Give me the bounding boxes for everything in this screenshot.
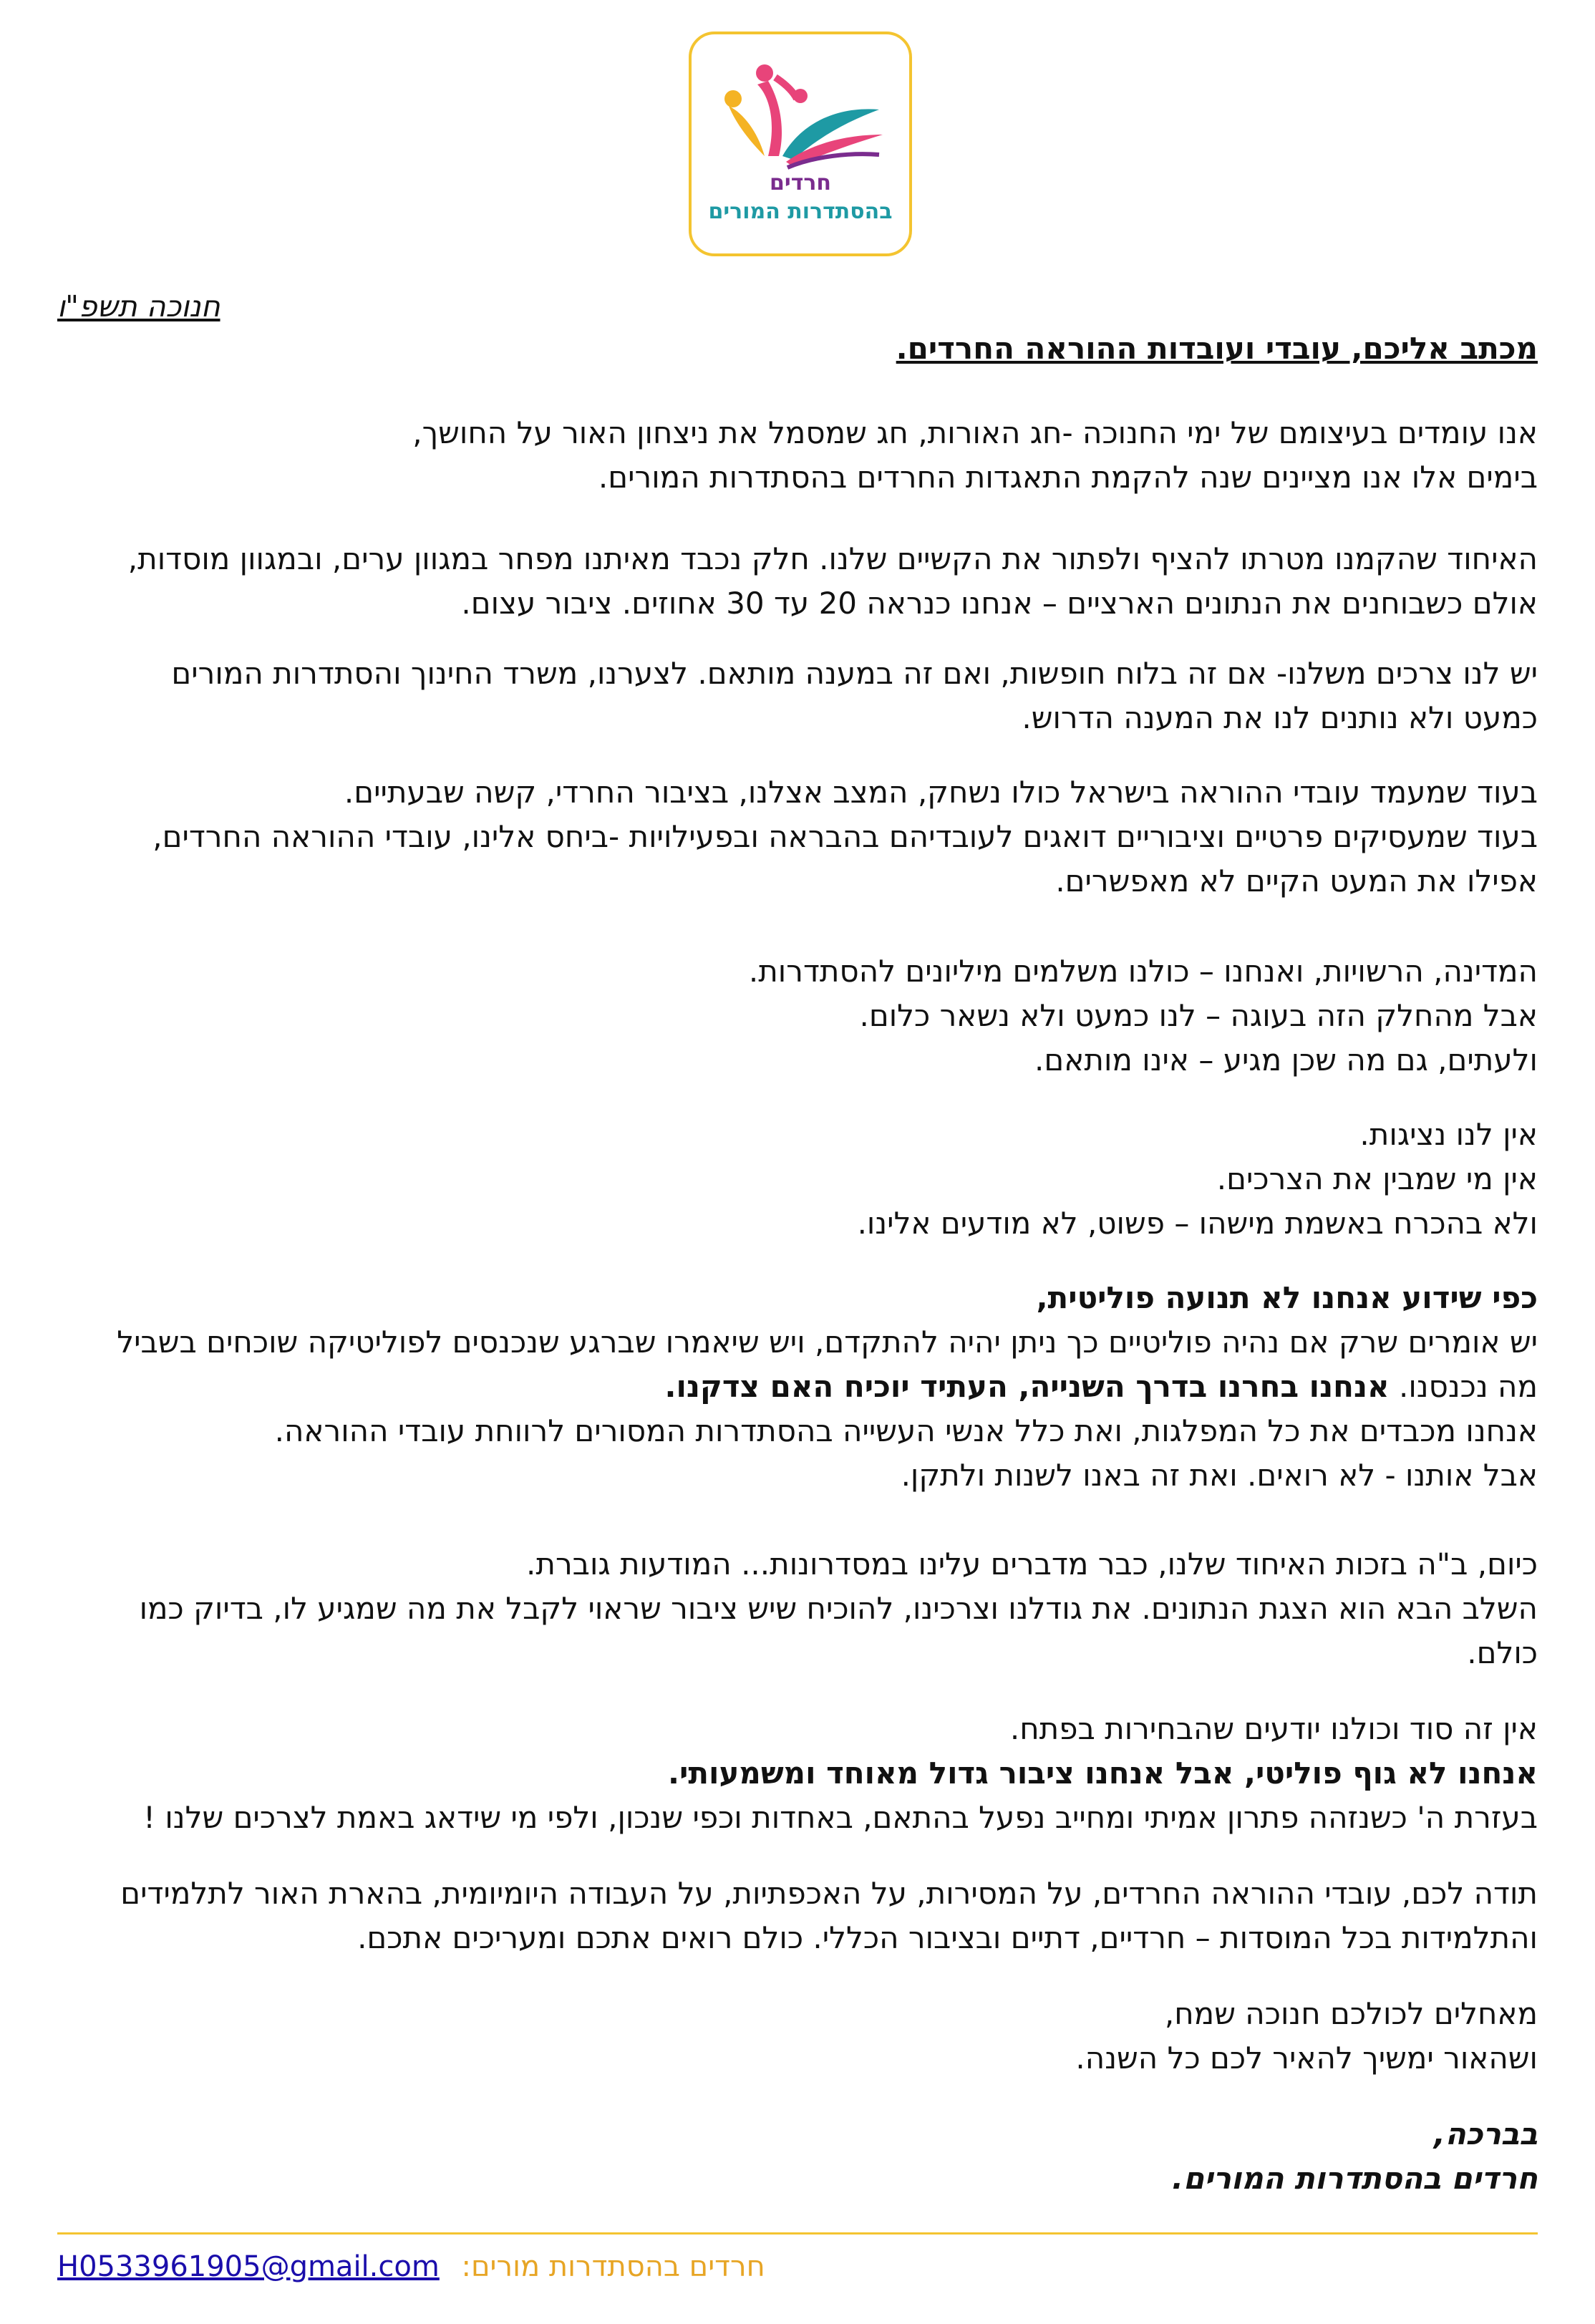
paragraph-8-line-3: כולם. (1467, 1635, 1538, 1670)
signature-greeting: בברכה, (1433, 2116, 1538, 2151)
footer (57, 2247, 765, 2287)
paragraph-11-line-1: מאחלים לכולכם חנוכה שמח, (1164, 1996, 1538, 2031)
logo (689, 32, 912, 256)
paragraph-2-line-2: אולם כשבוחנים את הנתונים הארציים – אנחנו כנראה 20 עד 30 אחוזים. ציבור עצום. (461, 586, 1538, 621)
paragraph-5-line-3: ולעתים, גם מה שכן מגיע – אינו מותאם. (1034, 1042, 1538, 1078)
paragraph-7-line-2-bold: אנחנו בחרנו בדרך השנייה, העתיד יוכיח האם צדקנו. (664, 1369, 1390, 1404)
paragraph-7-line-1: יש אומרים שרק אם נהיה פוליטיים כך ניתן יהיה להתקדם, ויש שיאמרו שברגע שנכנסים לפוליטיקה שוכחים בשביל (117, 1325, 1538, 1360)
paragraph-1-line-1: אנו עומדים בעיצומם של ימי החנוכה -חג האורות, חג שמסמל את ניצחון האור על החושך, (412, 415, 1538, 450)
footer-divider (57, 2232, 1538, 2235)
paragraph-6-line-2: אין מי שמבין את הצרכים. (1216, 1161, 1538, 1196)
paragraph-9-line-1: אין זה סוד וכולנו יודעים שהבחירות בפתח. (1009, 1711, 1538, 1746)
paragraph-6-line-1: אין לנו נציגות. (1359, 1117, 1538, 1152)
paragraph-5-line-2: אבל מהחלק הזה בעוגה – לנו כמעט ולא נשאר כלום. (859, 998, 1538, 1033)
paragraph-6-line-3: ולא בהכרח באשמת מישהו – פשוט, לא מודעים אלינו. (857, 1206, 1538, 1241)
paragraph-8-line-2: השלב הבא הוא הצגת הנתונים. את גודלנו וצרכינו, להוכיח שיש ציבור שראוי לקבל את מה שמגיע לו, בדיוק כמו (139, 1591, 1538, 1626)
logo-yellow-figure (729, 106, 765, 156)
paragraph-7-line-2 (57, 1365, 1538, 1409)
paragraph-7-line-3: אנחנו מכבדים את כל המפלגות, ואת כלל אנשי העשייה בהסתדרות המסורים לרווחת עובדי ההוראה. (274, 1413, 1538, 1448)
paragraph-8-line-1: כיום, ב"ה בזכות האיחוד שלנו, כבר מדברים עלינו במסדרונות... המודעות גוברת. (526, 1546, 1538, 1582)
paragraph-4-line-1: בעוד שמעמד עובדי ההוראה בישראל כולו נשחק, המצב אצלנו, בציבור החרדי, קשה שבעתיים. (344, 775, 1538, 810)
paragraph-7-heading: כפי שידוע אנחנו לא תנועה פוליטית, (1036, 1280, 1538, 1315)
logo-graphic (707, 56, 893, 170)
paragraph-3-line-2: כמעט ולא נותנים לנו את המענה הדרוש. (1022, 700, 1538, 735)
paragraph-7-line-4: אבל אותנו - לא רואים. ואת זה באנו לשנות ולתקן. (901, 1458, 1538, 1493)
paragraph-4-line-3: אפילו את המעט הקיים לא מאפשרים. (1055, 863, 1538, 899)
paragraph-3-line-1: יש לנו צרכים משלנו- אם זה בלוח חופשות, ואם זה במענה מותאם. לצערנו, משרד החינוך והסתדרות המורים (171, 656, 1538, 691)
paragraph-11-line-2: ושהאור ימשיך להאיר לכם כל השנה. (1075, 2040, 1538, 2076)
paragraph-1-line-2: בימים אלו אנו מציינים שנה להקמת התאגדות החרדים בהסתדרות המורים. (598, 460, 1538, 495)
paragraph-9-line-3: בעזרת ה' כשנזהה פתרון אמיתי ומחייב נפעל בהתאם, באחדות וכפי שנכון, ולפי מי שידאג באמת לצרכים שלנו ! (143, 1800, 1538, 1835)
footer-label: חרדים בהסתדרות מורים: (461, 2250, 765, 2283)
logo-pink-head (756, 64, 773, 82)
logo-yellow-head (724, 90, 742, 107)
paragraph-10-line-2: והתלמידות בכל המוסדות – חרדיים, דתיים ובציבור הכללי. כולם רואים אתכם ומעריכים אתכם. (357, 1920, 1538, 1955)
paragraph-7-line-2-plain: מה נכנסנו. (1398, 1369, 1538, 1404)
logo-pink-figure (757, 81, 782, 156)
paragraph-4-line-2: בעוד שמעסיקים פרטיים וציבוריים דואגים לעובדיהם בהבראה ובפעילויות -ביחס אלינו, עובדי ההוראה החרדים, (152, 819, 1538, 854)
paragraph-9-bold-line: אנחנו לא גוף פוליטי, אבל אנחנו ציבור גדול מאוחד ומשמעותי. (668, 1756, 1538, 1791)
logo-text-bottom: בהסתדרות המורים (708, 199, 893, 224)
signature-name: חרדים בהסתדרות המורים. (1172, 2161, 1538, 2196)
logo-text-top: חרדים (769, 170, 832, 195)
letter-title: מכתב אליכם, עובדי ועובדות ההוראה החרדים. (896, 331, 1538, 366)
paragraph-2-line-1: האיחוד שהקמנו מטרתו להציף ולפתור את הקשיים שלנו. חלק נכבד מאיתנו מפחר במגוון ערים, ובמגוון מוסדות, (127, 541, 1538, 576)
paragraph-5-line-1: המדינה, הרשויות, ואנחנו – כולנו משלמים מיליונים להסתדרות. (748, 954, 1538, 989)
letter-date: חנוכה תשפ"ו (57, 289, 220, 324)
footer-email-link[interactable]: H0533961905@gmail.com (57, 2250, 440, 2283)
paragraph-10-line-1: תודה לכם, עובדי ההוראה החרדים, על המסירות, על האכפתיות, על העבודה היומיומית, בהארת האור לתלמידים (120, 1876, 1538, 1911)
logo-pink-hand (793, 89, 808, 103)
